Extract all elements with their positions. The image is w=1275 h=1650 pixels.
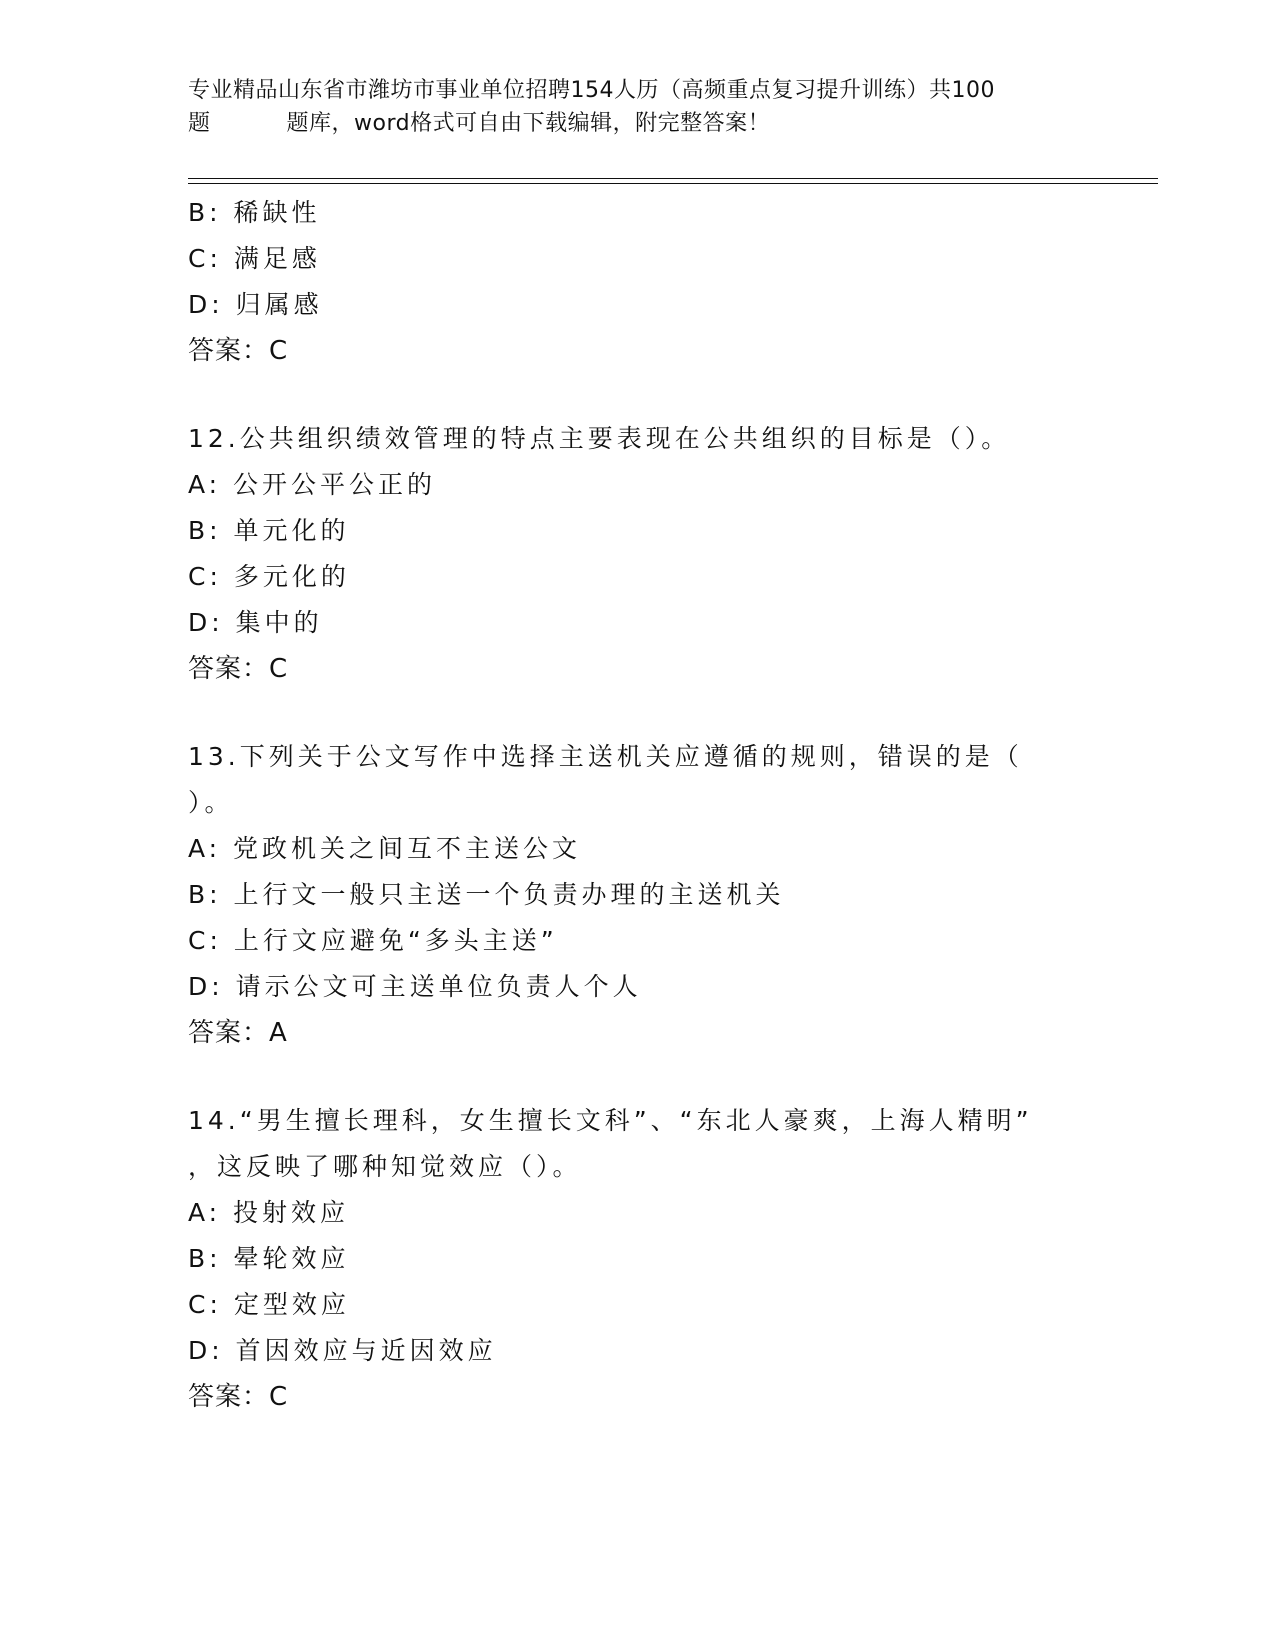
title-fragment: 题 [188,111,211,136]
question-list [188,190,1088,1420]
header-divider [188,183,1158,184]
answer-line: 答案：C [188,1382,289,1412]
option-d: D: 请示公文可主送单位负责人个人 [188,972,642,1001]
question-stem-continued: ，这反映了哪种知觉效应（）。 [188,1152,582,1181]
answer-line: 答案：C [188,654,289,684]
option-a: A: 投射效应 [188,1198,350,1227]
option-b: B: 上行文一般只主送一个负责办理的主送机关 [188,880,785,909]
document-title-line-1: 专业精品山东省市潍坊市事业单位招聘154人历（高频重点复习提升训练）共100 [188,78,995,103]
option-a: A: 公开公平公正的 [188,470,437,499]
option-c: C: 满足感 [188,244,321,273]
option-a: A: 党政机关之间互不主送公文 [188,834,582,863]
option-b: B: 单元化的 [188,516,350,545]
answer-line: 答案：A [188,1018,288,1048]
option-d: D: 归属感 [188,290,323,319]
question-block [188,1098,1088,1420]
option-b: B: 稀缺性 [188,198,321,227]
page-header [188,74,1088,140]
option-c: C: 上行文应避免“多头主送” [188,926,558,955]
answer-line: 答案：C [188,336,289,366]
option-d: D: 首因效应与近因效应 [188,1336,497,1365]
option-c: C: 多元化的 [188,562,350,591]
question-stem: 14.“男生擅长理科，女生擅长文科”、“东北人豪爽，上海人精明” [188,1106,1033,1135]
question-stem: 13.下列关于公文写作中选择主送机关应遵循的规则，错误的是（ [188,742,1023,771]
document-title-line-2 [188,107,1088,140]
option-b: B: 晕轮效应 [188,1244,350,1273]
question-stem: 12.公共组织绩效管理的特点主要表现在公共组织的目标是（）。 [188,424,1011,453]
question-stem-continued: ）。 [188,788,234,817]
option-d: D: 集中的 [188,608,323,637]
header-divider [188,178,1158,179]
question-block [188,734,1088,1056]
option-c: C: 定型效应 [188,1290,350,1319]
question-block [188,190,1088,374]
question-block [188,416,1088,692]
title-fragment: 题库，word格式可自由下载编辑，附完整答案！ [286,111,771,136]
